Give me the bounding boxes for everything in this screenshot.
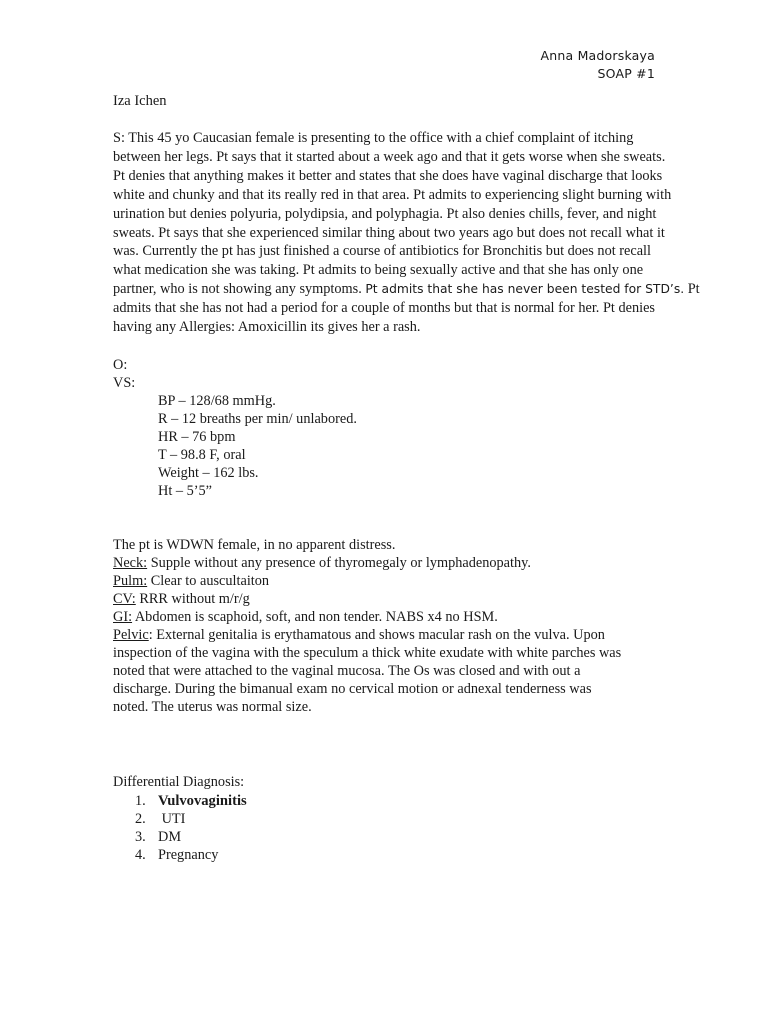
differential-item — [135, 810, 247, 828]
pulm-label: Pulm: — [113, 573, 148, 589]
subjective-line — [113, 280, 700, 299]
item-text: Pregnancy — [158, 847, 219, 863]
std-test-note: Pt admits that she has never been tested for STD’s. — [365, 282, 685, 297]
vital-hr: HR – 76 bpm — [158, 429, 236, 445]
item-number: 4. — [135, 847, 146, 863]
exam-pelvic-line: noted. The uterus was normal size. — [113, 699, 312, 715]
item-number: 2. — [135, 811, 146, 827]
patient-name: Iza Ichen — [113, 93, 167, 109]
item-number: 3. — [135, 829, 146, 845]
vital-height: Ht – 5’5” — [158, 483, 212, 499]
vital-weight: Weight – 162 lbs. — [158, 465, 259, 481]
item-number: 1. — [135, 793, 146, 809]
subjective-line: white and chunky and that its really red in that area. Pt admits to experiencing slight burning with — [113, 186, 672, 203]
exam-general: The pt is WDWN female, in no apparent distress. — [113, 537, 396, 553]
subjective-line-part: Pt — [684, 281, 700, 298]
vital-signs-label: VS: — [113, 375, 136, 391]
neck-text: Supple without any presence of thyromegaly or lymphadenopathy. — [147, 555, 531, 571]
exam-cv — [113, 590, 673, 608]
vital-bp: BP – 128/68 mmHg. — [158, 393, 276, 409]
exam-pelvic-line: discharge. During the bimanual exam no cervical motion or adnexal tenderness was — [113, 681, 592, 697]
document-label: SOAP #1 — [597, 66, 655, 81]
vital-temp: T – 98.8 F, oral — [158, 447, 246, 463]
item-text: DM — [158, 829, 182, 845]
item-text: Vulvovaginitis — [158, 793, 247, 809]
differential-item — [135, 828, 247, 846]
subjective-line: admits that she has not had a period for a couple of months but that is normal for her. Pt denies — [113, 300, 655, 317]
exam-pelvic-line: noted that were attached to the vaginal mucosa. The Os was closed and with out a — [113, 663, 581, 679]
subjective-line: S: This 45 yo Caucasian female is presenting to the office with a chief complaint of itching — [113, 130, 634, 146]
differential-item — [135, 846, 247, 864]
subjective-line: Pt denies that anything makes it better and states that she does have vaginal discharge that looks — [113, 167, 663, 184]
author-name: Anna Madorskaya — [540, 48, 655, 63]
objective-label: O: — [113, 357, 128, 373]
pelvic-text: : External genitalia is erythamatous and shows macular rash on the vulva. Upon — [148, 627, 605, 643]
document-header — [541, 47, 655, 83]
subjective-line: urination but denies polyuria, polydipsia, and polyphagia. Pt also denies chills, fever, and night — [113, 205, 657, 222]
neck-label: Neck: — [113, 555, 148, 571]
vital-resp: R – 12 breaths per min/ unlabored. — [158, 411, 357, 427]
gi-text: Abdomen is scaphoid, soft, and non tender. NABS x4 no HSM. — [132, 609, 498, 625]
exam-pelvic — [113, 626, 673, 644]
pulm-text: Clear to auscultaiton — [147, 573, 270, 589]
exam-pelvic-line: inspection of the vagina with the speculum a thick white exudate with white parches was — [113, 645, 622, 661]
item-text: UTI — [158, 811, 186, 827]
vital-signs-list — [158, 392, 357, 500]
exam-gi — [113, 608, 673, 626]
subjective-line: having any Allergies: Amoxicillin its gives her a rash. — [113, 319, 421, 336]
cv-label: CV: — [113, 591, 136, 607]
differential-heading: Differential Diagnosis: — [113, 774, 245, 790]
subjective-line: between her legs. Pt says that it started about a week ago and that it gets worse when she sweats. — [113, 148, 666, 165]
objective-heading — [113, 356, 135, 392]
exam-pulm — [113, 572, 673, 590]
subjective-line: was. Currently the pt has just finished a course of antibiotics for Bronchitis but does not recall — [113, 243, 652, 260]
pelvic-label: Pelvic — [113, 627, 149, 643]
cv-text: RRR without m/r/g — [135, 591, 250, 607]
subjective-section — [113, 129, 700, 337]
subjective-line: sweats. Pt says that she experienced similar thing about two years ago but does not recall what it — [113, 224, 665, 241]
differential-list — [135, 792, 247, 864]
physical-exam-section — [113, 536, 673, 716]
subjective-line-part: partner, who is not showing any symptoms. — [113, 281, 366, 298]
differential-item — [135, 792, 247, 810]
subjective-line: what medication she was taking. Pt admits to being sexually active and that she has only one — [113, 262, 644, 279]
gi-label: GI: — [113, 609, 133, 625]
exam-neck — [113, 554, 673, 572]
